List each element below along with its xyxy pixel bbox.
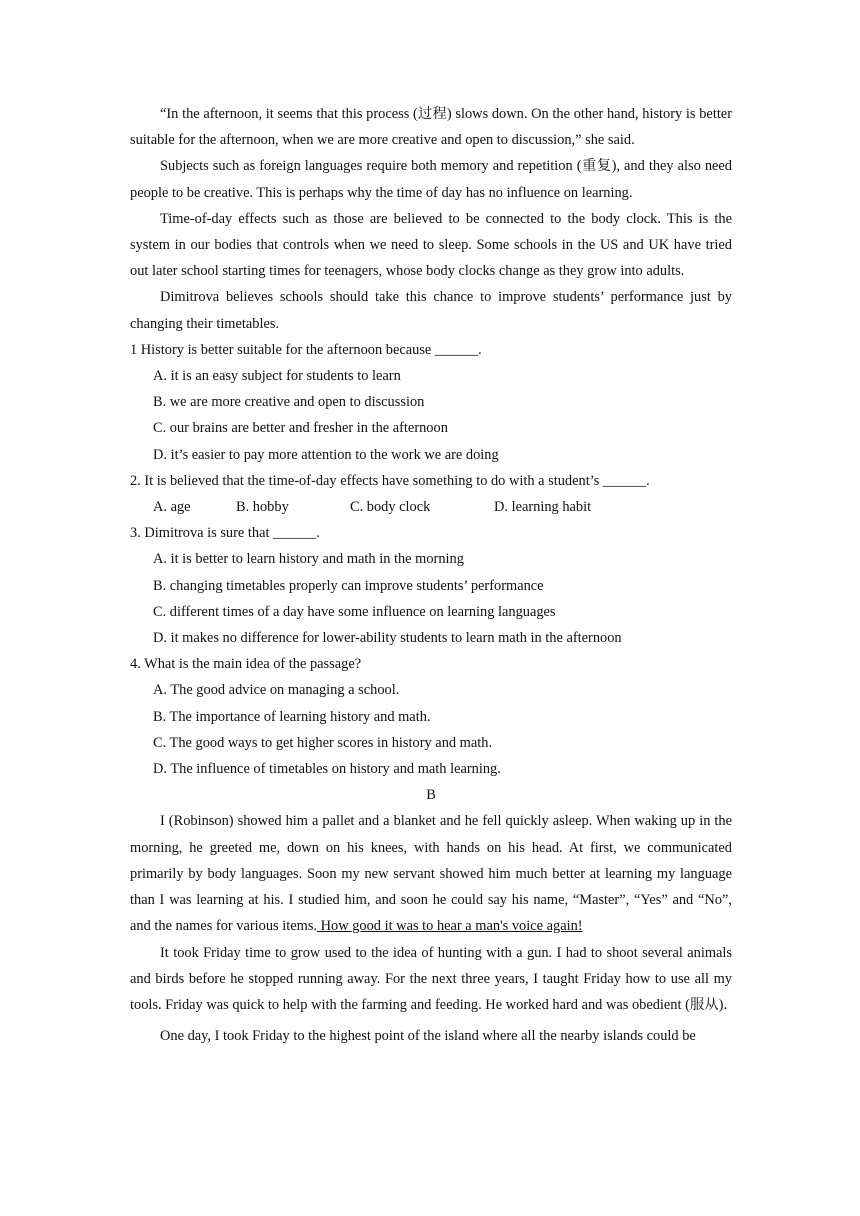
answer-option: B. changing timetables properly can improve students’ performance [153, 577, 544, 594]
answer-option: B. we are more creative and open to discussion [153, 394, 425, 411]
answer-option: A. age [153, 499, 191, 516]
document-page [130, 101, 732, 1049]
answer-option: D. it’s easier to pay more attention to the work we are doing [153, 446, 499, 463]
question-stem: 1 History is better suitable for the afternoon because ______. [130, 341, 482, 358]
answer-option: B. The importance of learning history and math. [153, 708, 431, 725]
passage-text: I (Robinson) showed him a pallet and a blanket and he fell quickly asleep. When waking up in the morning, he greeted me, down on his knees, with hands on his head. At first, we communicated primarily by body languages. Soon my new servant showed him much better at learning my language than I was learning at his. I studied him, and soon he could say his name, “Master”, “Yes” and “No”, and the names for various items. [130, 813, 732, 935]
passage-a-paragraph: Dimitrova believes schools should take this chance to improve students’ performance just by changing their timetables. [130, 289, 732, 332]
question-stem: 3. Dimitrova is sure that ______. [130, 525, 320, 542]
passage-b-paragraph [130, 808, 732, 939]
answer-option: C. different times of a day have some influence on learning languages [153, 603, 556, 620]
answer-option: A. it is an easy subject for students to learn [153, 368, 401, 385]
answer-option: D. it makes no difference for lower-ability students to learn math in the afternoon [153, 630, 622, 647]
answer-option: C. our brains are better and fresher in the afternoon [153, 420, 448, 437]
answer-option: A. The good advice on managing a school. [153, 682, 400, 699]
answer-option: D. learning habit [494, 499, 592, 516]
answer-option: D. The influence of timetables on history and math learning. [153, 761, 501, 778]
passage-a-paragraph: “In the afternoon, it seems that this process (过程) slows down. On the other hand, history is better suitable for the afternoon, when we are more creative and open to discussion,” she said. [130, 106, 732, 149]
answer-option: B. hobby [236, 499, 289, 516]
answer-option: C. The good ways to get higher scores in history and math. [153, 734, 493, 751]
question-stem: 4. What is the main idea of the passage? [130, 656, 362, 673]
question-stem: 2. It is believed that the time-of-day effects have something to do with a student’s ______. [130, 472, 650, 489]
answer-option: A. it is better to learn history and math in the morning [153, 551, 464, 568]
answer-option-row [130, 494, 732, 520]
passage-b-paragraph: One day, I took Friday to the highest point of the island where all the nearby islands could be [160, 1028, 696, 1045]
passage-b-paragraph: It took Friday time to grow used to the idea of hunting with a gun. I had to shoot several animals and birds before he stopped running away. For the next three years, I taught Friday how to use all my tools. Friday was quick to help with the farming and feeding. He worked hard and was obedient (服从). [130, 944, 732, 1013]
section-heading: B [426, 787, 436, 804]
passage-a-paragraph: Subjects such as foreign languages require both memory and repetition (重复), and they also need people to be creative. This is perhaps why the time of day has no influence on learning. [130, 158, 732, 201]
underlined-sentence: How good it was to hear a man's voice again! [317, 918, 583, 935]
answer-option: C. body clock [350, 499, 431, 516]
passage-a-paragraph: Time-of-day effects such as those are believed to be connected to the body clock. This is the system in our bodies that controls when we need to sleep. Some schools in the US and UK have tried out later school starting times for teenagers, whose body clocks change as they grow into adults. [130, 210, 732, 280]
